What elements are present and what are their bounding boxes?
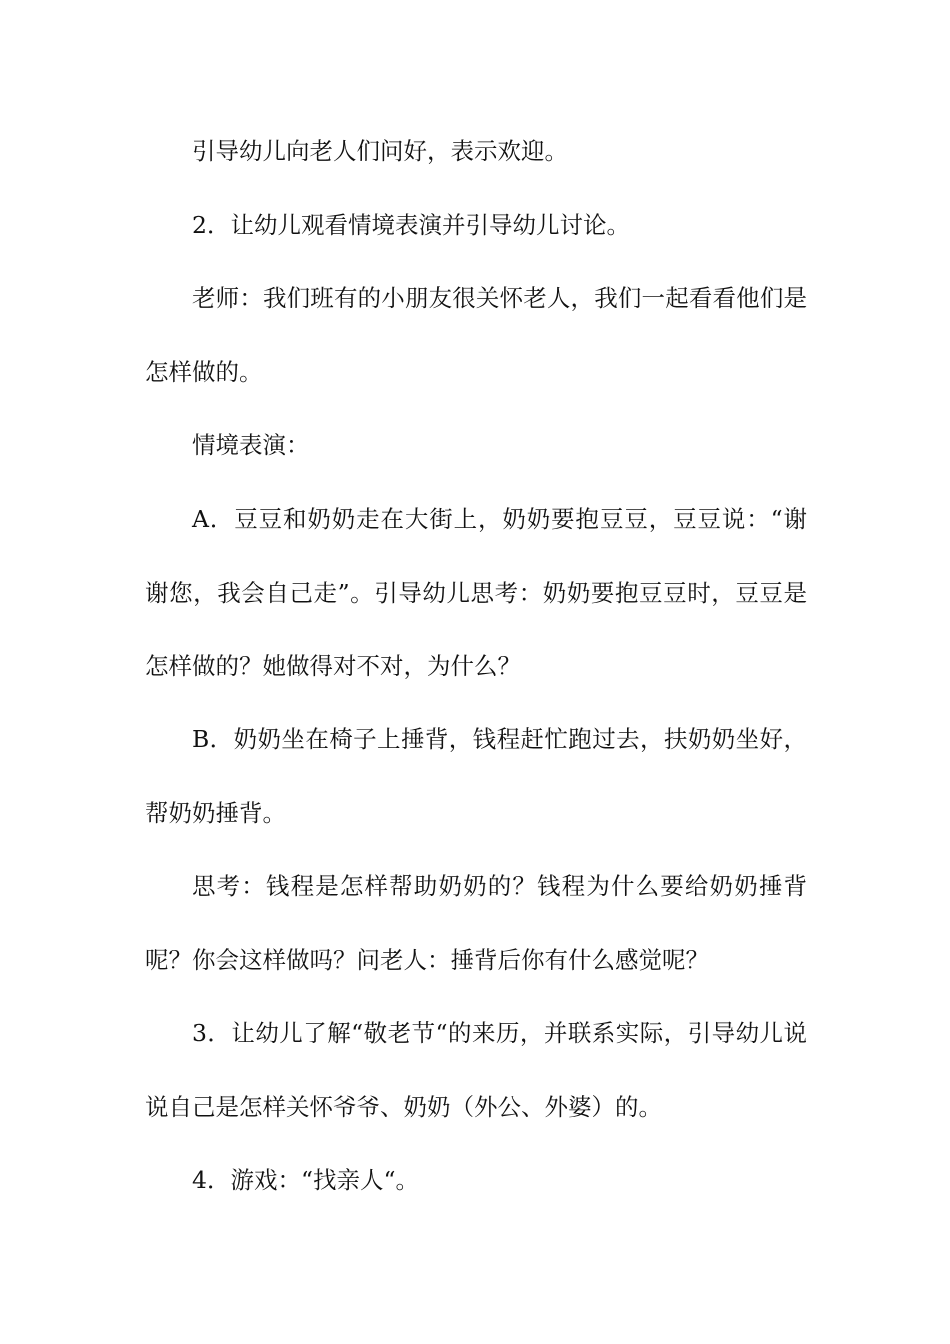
paragraph-scenario-heading: 情境表演： xyxy=(192,431,310,459)
paragraph-step-2: 2．让幼儿观看情境表演并引导幼儿讨论。 xyxy=(192,211,630,239)
paragraph-greeting: 引导幼儿向老人们问好，表示欢迎。 xyxy=(192,137,568,165)
paragraph-step-3: 3．让幼儿了解“敬老节“的来历，并联系实际，引导幼儿说说自己是怎样关怀爷爷、奶奶（外公、外婆）的。 xyxy=(145,1019,807,1121)
paragraph-teacher-intro: 老师：我们班有的小朋友很关怀老人，我们一起看看他们是怎样做的。 xyxy=(145,284,807,386)
paragraph-scenario-a: A．豆豆和奶奶走在大街上，奶奶要抱豆豆，豆豆说：“谢谢您，我会自己走”。引导幼儿思考：奶奶要抱豆豆时，豆豆是怎样做的？她做得对不对，为什么？ xyxy=(145,505,807,680)
paragraph-reflection: 思考：钱程是怎样帮助奶奶的？钱程为什么要给奶奶捶背呢？你会这样做吗？问老人：捶背后你有什么感觉呢？ xyxy=(145,872,807,974)
paragraph-step-4: 4．游戏：“找亲人“。 xyxy=(192,1166,419,1194)
paragraph-scenario-b: B．奶奶坐在椅子上捶背，钱程赶忙跑过去，扶奶奶坐好，帮奶奶捶背。 xyxy=(145,725,807,827)
